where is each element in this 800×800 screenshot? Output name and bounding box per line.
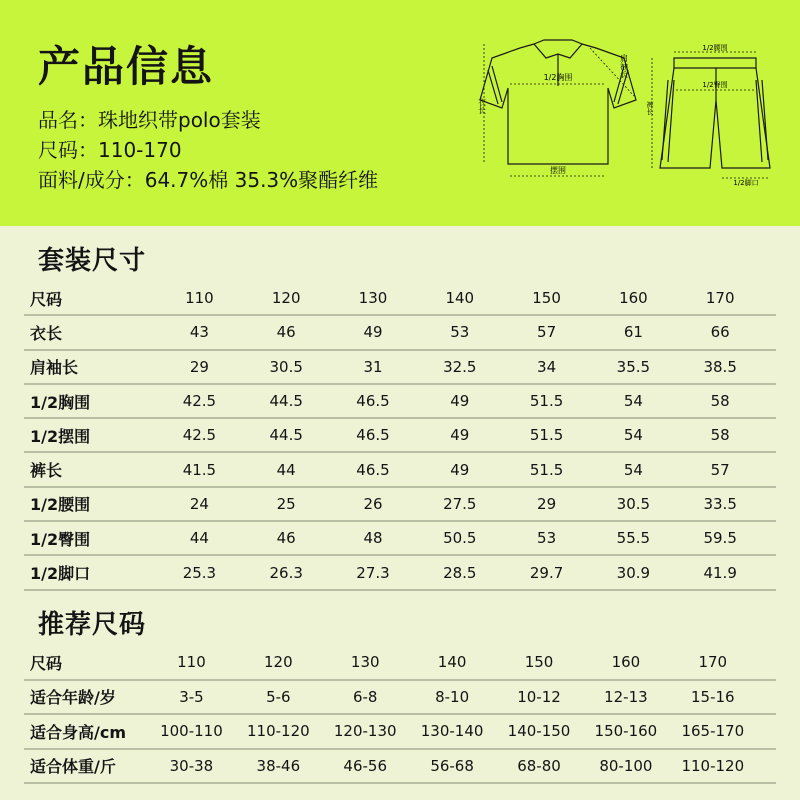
row-label: 适合年龄/岁 — [30, 688, 116, 708]
row-label: 1/2臀围 — [30, 529, 91, 549]
table-cell: 170 — [705, 289, 735, 308]
size-chart-table — [24, 282, 776, 591]
table-cell: 48 — [363, 529, 383, 548]
table-row — [24, 646, 776, 681]
table-cell: 140-150 — [507, 722, 571, 741]
table-cell: 55.5 — [616, 529, 651, 548]
page-title: 产品信息 — [38, 42, 215, 91]
table-cell: 25 — [276, 494, 296, 513]
table-cell: 110 — [185, 289, 214, 308]
table-cell: 29.7 — [529, 563, 564, 582]
table-cell: 30.5 — [269, 357, 303, 376]
table-cell: 46 — [276, 529, 296, 548]
table-row — [24, 385, 776, 419]
shirt-length-label: 衣长 — [477, 98, 487, 114]
table-cell: 51.5 — [529, 426, 564, 445]
table-cell: 24 — [189, 494, 209, 513]
table-cell: 27.3 — [356, 563, 390, 582]
table-cell: 29 — [537, 494, 557, 513]
shirt-chest-label: 1/2胸围 — [543, 73, 573, 82]
row-label: 适合身高/cm — [30, 722, 127, 742]
table-cell: 54 — [623, 426, 643, 445]
table-cell: 165-170 — [681, 722, 745, 741]
table-cell: 49 — [450, 460, 470, 479]
row-label: 裤长 — [30, 461, 63, 481]
table-cell: 44 — [189, 529, 209, 548]
row-label: 衣长 — [30, 323, 63, 343]
table-cell: 150 — [524, 653, 554, 672]
table-row — [24, 556, 776, 590]
table-row — [24, 750, 776, 785]
polo-shirt-diagram — [472, 36, 644, 184]
row-label: 1/2腰围 — [30, 495, 91, 515]
table-cell: 32.5 — [443, 357, 477, 376]
shirt-sleeve-label: 肩袖长 — [619, 54, 629, 78]
table-row — [24, 282, 776, 316]
table-row — [24, 488, 776, 522]
table-row — [24, 681, 776, 716]
product-info-header — [0, 0, 800, 226]
row-label: 尺码 — [30, 289, 63, 309]
table-cell: 46-56 — [343, 756, 388, 775]
table-row — [24, 316, 776, 350]
table-cell: 110 — [177, 653, 206, 672]
table-cell: 46 — [276, 323, 296, 342]
table-cell: 53 — [450, 323, 470, 342]
table-cell: 30-38 — [169, 756, 214, 775]
pants-waist-label: 1/2腰围 — [702, 44, 728, 52]
table-cell: 42.5 — [182, 426, 217, 445]
table-cell: 26 — [363, 494, 383, 513]
table-cell: 120-130 — [333, 722, 397, 741]
table-cell: 41.5 — [182, 460, 217, 479]
table-cell: 30.5 — [616, 494, 651, 513]
table-cell: 33.5 — [703, 494, 737, 513]
table-row — [24, 522, 776, 556]
table-cell: 150-160 — [594, 722, 658, 741]
table-cell: 58 — [710, 426, 730, 445]
table-cell: 100-110 — [160, 722, 223, 741]
table-cell: 30.9 — [616, 563, 651, 582]
table-cell: 6-8 — [352, 687, 378, 706]
table-cell: 49 — [450, 392, 470, 411]
pants-length-label: 裤长 — [646, 101, 654, 115]
row-label: 1/2胸围 — [30, 392, 91, 412]
table-cell: 31 — [363, 357, 383, 376]
table-cell: 53 — [537, 529, 557, 548]
table-cell: 15-16 — [690, 687, 735, 706]
table-cell: 35.5 — [616, 357, 651, 376]
table-cell: 150 — [532, 289, 561, 308]
table-cell: 54 — [623, 460, 643, 479]
table-cell: 140 — [445, 289, 475, 308]
table-row — [24, 351, 776, 385]
table-cell: 59.5 — [703, 529, 737, 548]
row-label: 尺码 — [30, 653, 63, 673]
table-cell: 5-6 — [266, 687, 291, 706]
table-cell: 42.5 — [182, 392, 217, 411]
table-cell: 170 — [698, 653, 728, 672]
table-cell: 26.3 — [269, 563, 303, 582]
pants-hip-label: 1/2臀围 — [702, 81, 728, 89]
recommend-table — [24, 646, 776, 784]
row-label: 1/2摆围 — [30, 426, 91, 446]
table-cell: 27.5 — [443, 494, 477, 513]
table-cell: 3-5 — [179, 687, 204, 706]
fabric-composition: 面料/成分：64.7%棉 35.3%聚酯纤维 — [38, 168, 379, 192]
table-cell: 120 — [264, 653, 293, 672]
table-cell: 56-68 — [430, 756, 474, 775]
table-cell: 29 — [189, 357, 209, 376]
shorts-diagram — [646, 40, 776, 186]
row-label: 1/2脚口 — [30, 564, 91, 584]
table-cell: 25.3 — [182, 563, 217, 582]
table-cell: 66 — [710, 323, 730, 342]
table-cell: 160 — [611, 653, 641, 672]
table-cell: 57 — [710, 460, 730, 479]
table-cell: 160 — [619, 289, 648, 308]
table-cell: 57 — [537, 323, 557, 342]
table-cell: 140 — [437, 653, 467, 672]
table-cell: 54 — [623, 392, 643, 411]
table-cell: 80-100 — [599, 756, 653, 775]
table-cell: 130 — [358, 289, 388, 308]
size-range: 尺码：110-170 — [38, 138, 182, 162]
table-cell: 50.5 — [443, 529, 477, 548]
table-cell: 130 — [350, 653, 380, 672]
table-cell: 51.5 — [529, 460, 564, 479]
table-cell: 110-120 — [246, 722, 310, 741]
table-cell: 12-13 — [604, 687, 648, 706]
table-row — [24, 715, 776, 750]
table-cell: 38.5 — [703, 357, 737, 376]
table-cell: 44.5 — [269, 426, 303, 445]
table-cell: 44.5 — [269, 392, 303, 411]
table-cell: 120 — [271, 289, 301, 308]
table-cell: 43 — [189, 323, 209, 342]
table-cell: 46.5 — [356, 392, 390, 411]
row-label: 适合体重/斤 — [30, 757, 116, 777]
table-cell: 49 — [450, 426, 470, 445]
table-cell: 38-46 — [256, 756, 301, 775]
size-chart-title: 套装尺寸 — [38, 246, 147, 276]
table-cell: 34 — [537, 357, 557, 376]
table-cell: 51.5 — [529, 392, 564, 411]
table-cell: 10-12 — [517, 687, 561, 706]
table-row — [24, 453, 776, 487]
pants-leg-label: 1/2脚口 — [733, 179, 759, 186]
shirt-hem-label: 摆围 — [550, 166, 566, 175]
table-cell: 68-80 — [517, 756, 561, 775]
table-cell: 130-140 — [420, 722, 484, 741]
table-cell: 58 — [710, 392, 730, 411]
table-row — [24, 419, 776, 453]
row-label: 肩袖长 — [30, 358, 79, 378]
table-cell: 28.5 — [443, 563, 477, 582]
product-name: 品名：珠地织带polo套装 — [38, 108, 261, 132]
table-cell: 49 — [363, 323, 383, 342]
table-cell: 46.5 — [356, 460, 390, 479]
table-cell: 41.9 — [703, 563, 737, 582]
table-cell: 61 — [623, 323, 643, 342]
table-cell: 44 — [276, 460, 296, 479]
recommend-title: 推荐尺码 — [38, 610, 147, 640]
table-cell: 8-10 — [435, 687, 470, 706]
table-cell: 46.5 — [356, 426, 390, 445]
table-cell: 110-120 — [681, 756, 745, 775]
